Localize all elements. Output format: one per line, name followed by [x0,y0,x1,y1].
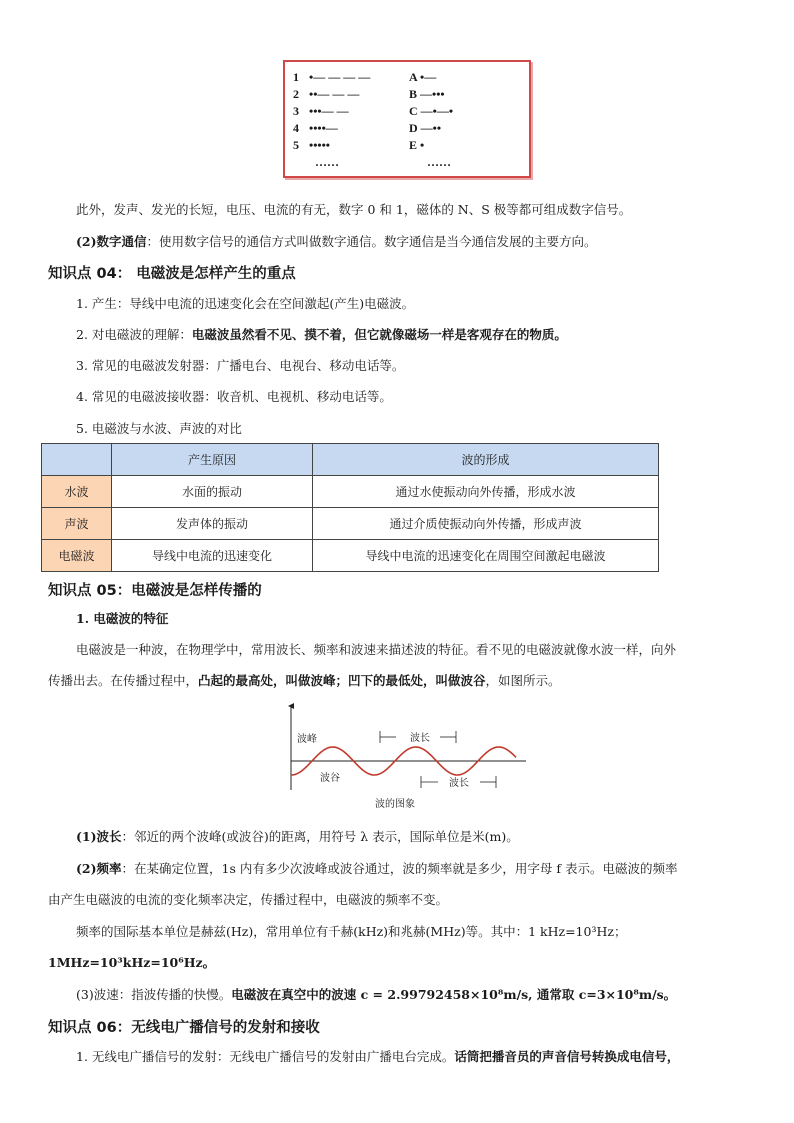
table-cell: 导线中电流的迅速变化 [112,540,313,572]
morse-ellipsis-left: …… [315,155,339,169]
table-row [42,540,659,572]
section-05-subtitle: 1. 电磁波的特征 [76,611,169,626]
wavelength-definition: (1)波长：邻近的两个波峰(或波谷)的距离，用符号 λ 表示，国际单位是米(m)。 [76,829,519,844]
wave-diagram [280,700,530,812]
morse-row-1: 1 •— — — — [293,70,371,84]
table-cell: 导线中电流的迅速变化在周围空间激起电磁波 [313,540,659,572]
table-cell: 水面的振动 [112,476,313,508]
figure-caption: 波的图象 [375,799,415,810]
section-05-title: 知识点 05：电磁波是怎样传播的 [48,583,262,599]
wave-speed-definition: (3)波速：指波传播的快慢。电磁波在真空中的波速 c = 2.99792458×10⁸m/s, 通常取 c=3×10⁸m/s。 [76,987,677,1002]
section-04-item-3: 3. 常见的电磁波发射器：广播电台、电视台、移动电话等。 [76,358,405,373]
table-header-row [42,444,659,476]
frequency-units-line-1: 频率的国际基本单位是赫兹(Hz)，常用单位有千赫(kHz)和兆赫(MHz)等。其中：1 kHz=10³Hz； [76,924,627,939]
section-05-para-line-2: 传播出去。在传播过程中，凸起的最高处，叫做波峰；凹下的最低处，叫做波谷，如图所示。 [48,673,561,688]
table-header-formation: 波的形成 [313,444,659,476]
table-cell: 通过水使振动向外传播，形成水波 [313,476,659,508]
frequency-units-line-2: 1MHz=10³kHz=10⁶Hz。 [48,955,216,970]
table-row-head: 电磁波 [42,540,112,572]
morse-letter-c: C —•—• [409,104,454,118]
morse-row-3: 3 •••— — [293,104,349,118]
table-row [42,508,659,540]
wavelength-label-bottom: 波长 [449,778,469,789]
morse-code-figure [283,60,531,178]
morse-letter-a: A •— [409,70,437,84]
table-cell: 发声体的振动 [112,508,313,540]
morse-letter-b: B —••• [409,87,445,101]
section-04-item-2: 2. 对电磁波的理解：电磁波虽然看不见、摸不着，但它就像磁场一样是客观存在的物质。 [76,327,567,342]
table-row [42,476,659,508]
morse-row-2: 2 ••— — — [293,87,360,101]
paragraph-digital-communication: (2)数字通信：使用数字信号的通信方式叫做数字通信。数字通信是当今通信发展的主要方向。 [76,234,597,249]
table-header-empty [42,444,112,476]
section-04-item-1: 1. 产生：导线中电流的迅速变化会在空间激起(产生)电磁波。 [76,296,415,311]
wave-comparison-table [41,443,659,572]
table-row-head: 水波 [42,476,112,508]
section-06-title: 知识点 06：无线电广播信号的发射和接收 [48,1020,320,1036]
trough-label: 波谷 [320,773,340,784]
morse-letter-e: E • [409,138,425,152]
section-04-title: 知识点 04： 电磁波是怎样产生的重点 [48,266,296,282]
section-05-para-line-1: 电磁波是一种波，在物理学中，常用波长、频率和波速来描述波的特征。看不见的电磁波就像水波一样，向外 [76,642,677,657]
paragraph-digital-signal: 此外，发声、发光的长短，电压、电流的有无，数字 0 和 1，磁体的 N、S 极等都可组成数字信号。 [76,202,632,217]
frequency-definition-line-1: (2)频率：在某确定位置，1s 内有多少次波峰或波谷通过，波的频率就是多少，用字母 f 表示。电磁波的频率 [76,861,678,876]
morse-letter-d: D —•• [409,121,442,135]
table-cell: 通过介质使振动向外传播，形成声波 [313,508,659,540]
frequency-definition-line-2: 由产生电磁波的电流的变化频率决定，传播过程中，电磁波的频率不变。 [48,892,449,907]
peak-label: 波峰 [297,734,317,745]
morse-row-4: 4 ••••— [293,121,338,135]
section-06-para-1: 1. 无线电广播信号的发射：无线电广播信号的发射由广播电台完成。话筒把播音员的声音信号转换成电信号， [76,1049,680,1064]
morse-ellipsis-right: …… [427,155,451,169]
wavelength-label-top: 波长 [410,733,430,744]
section-04-item-4: 4. 常见的电磁波接收器：收音机、电视机、移动电话等。 [76,389,392,404]
table-header-cause: 产生原因 [112,444,313,476]
section-04-item-5: 5. 电磁波与水波、声波的对比 [76,421,242,436]
morse-row-5: 5 ••••• [293,138,331,152]
table-row-head: 声波 [42,508,112,540]
